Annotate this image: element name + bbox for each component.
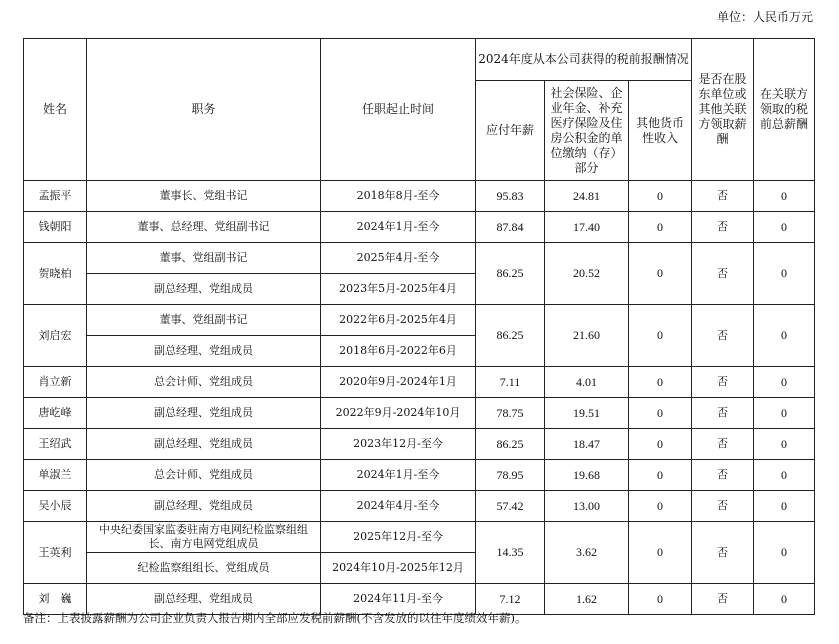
social-cell: 19.68 (545, 460, 629, 491)
salary-cell: 7.11 (476, 367, 545, 398)
compensation-table (23, 38, 815, 615)
term-cell: 2024年10月-2025年12月 (321, 553, 476, 584)
related-total-cell: 0 (754, 398, 815, 429)
other-cell: 0 (629, 491, 692, 522)
unit-label: 单位：人民币万元 (716, 10, 813, 24)
related-total-cell: 0 (754, 522, 815, 584)
name-cell: 刘启宏 (24, 305, 87, 367)
name-cell: 贺晓柏 (24, 243, 87, 305)
term-cell: 2024年1月-至今 (321, 212, 476, 243)
name-cell: 王绍武 (24, 429, 87, 460)
related-total-cell: 0 (754, 367, 815, 398)
position-cell: 副总经理、党组成员 (87, 274, 321, 305)
related-cell: 否 (692, 398, 754, 429)
term-cell: 2022年6月-2025年4月 (321, 305, 476, 336)
position-cell: 总会计师、党组成员 (87, 367, 321, 398)
other-cell: 0 (629, 584, 692, 615)
related-total-cell: 0 (754, 181, 815, 212)
other-cell: 0 (629, 522, 692, 584)
related-total-cell: 0 (754, 460, 815, 491)
position-cell: 纪检监察组组长、党组成员 (87, 553, 321, 584)
term-cell: 2022年9月-2024年10月 (321, 398, 476, 429)
other-cell: 0 (629, 460, 692, 491)
position-cell: 副总经理、党组成员 (87, 336, 321, 367)
header-related-total: 在关联方领取的税前总薪酬 (754, 39, 815, 181)
position-cell: 董事长、党组书记 (87, 181, 321, 212)
header-compensation-group: 2024年度从本公司获得的税前报酬情况 (476, 39, 692, 81)
related-cell: 否 (692, 305, 754, 367)
table-row (24, 429, 815, 460)
other-cell: 0 (629, 243, 692, 305)
related-total-cell: 0 (754, 584, 815, 615)
social-cell: 3.62 (545, 522, 629, 584)
header-term: 任职起止时间 (321, 39, 476, 181)
social-cell: 18.47 (545, 429, 629, 460)
salary-cell: 86.25 (476, 305, 545, 367)
salary-cell: 87.84 (476, 212, 545, 243)
salary-cell: 14.35 (476, 522, 545, 584)
other-cell: 0 (629, 181, 692, 212)
term-cell: 2018年6月-2022年6月 (321, 336, 476, 367)
social-cell: 1.62 (545, 584, 629, 615)
position-cell: 副总经理、党组成员 (87, 429, 321, 460)
related-total-cell: 0 (754, 212, 815, 243)
related-cell: 否 (692, 584, 754, 615)
related-cell: 否 (692, 522, 754, 584)
other-cell: 0 (629, 429, 692, 460)
position-cell: 中央纪委国家监委驻南方电网纪检监察组组长、南方电网党组成员 (87, 522, 321, 553)
position-cell: 董事、党组副书记 (87, 305, 321, 336)
name-cell: 刘 巍 (24, 584, 87, 615)
header-related-party: 是否在股东单位或其他关联方领取薪酬 (692, 39, 754, 181)
footnote: 备注：上表披露薪酬为公司企业负责人报告期内全部应发税前薪酬(不含发放的以往年度绩效年薪)。 (23, 611, 527, 625)
salary-cell: 95.83 (476, 181, 545, 212)
related-cell: 否 (692, 181, 754, 212)
social-cell: 20.52 (545, 243, 629, 305)
other-cell: 0 (629, 398, 692, 429)
related-cell: 否 (692, 212, 754, 243)
table-row (24, 181, 815, 212)
term-cell: 2024年1月-至今 (321, 460, 476, 491)
name-cell: 孟振平 (24, 181, 87, 212)
term-cell: 2020年9月-2024年1月 (321, 367, 476, 398)
table-row (24, 491, 815, 522)
related-total-cell: 0 (754, 429, 815, 460)
salary-cell: 7.12 (476, 584, 545, 615)
name-cell: 钱朝阳 (24, 212, 87, 243)
table-row (24, 460, 815, 491)
social-cell: 4.01 (545, 367, 629, 398)
header-position: 职务 (87, 39, 321, 181)
term-cell: 2024年11月-至今 (321, 584, 476, 615)
table-row (24, 367, 815, 398)
term-cell: 2025年12月-至今 (321, 522, 476, 553)
position-cell: 副总经理、党组成员 (87, 398, 321, 429)
table-row (24, 243, 815, 274)
salary-cell: 78.95 (476, 460, 545, 491)
name-cell: 唐屹峰 (24, 398, 87, 429)
related-total-cell: 0 (754, 305, 815, 367)
salary-cell: 57.42 (476, 491, 545, 522)
other-cell: 0 (629, 305, 692, 367)
name-cell: 吴小辰 (24, 491, 87, 522)
related-total-cell: 0 (754, 491, 815, 522)
related-total-cell: 0 (754, 243, 815, 305)
social-cell: 13.00 (545, 491, 629, 522)
related-cell: 否 (692, 243, 754, 305)
social-cell: 21.60 (545, 305, 629, 367)
header-social-insurance: 社会保险、企业年金、补充医疗保险及住房公积金的单位缴纳（存）部分 (545, 81, 629, 181)
salary-cell: 78.75 (476, 398, 545, 429)
position-cell: 董事、总经理、党组副书记 (87, 212, 321, 243)
table-row (24, 212, 815, 243)
name-cell: 单淑兰 (24, 460, 87, 491)
table-row (24, 398, 815, 429)
header-annual-salary: 应付年薪 (476, 81, 545, 181)
name-cell: 肖立新 (24, 367, 87, 398)
header-other-income: 其他货币性收入 (629, 81, 692, 181)
related-cell: 否 (692, 367, 754, 398)
table-row (24, 305, 815, 336)
table-body (24, 181, 815, 615)
position-cell: 副总经理、党组成员 (87, 491, 321, 522)
term-cell: 2025年4月-至今 (321, 243, 476, 274)
header-name: 姓名 (24, 39, 87, 181)
related-cell: 否 (692, 460, 754, 491)
term-cell: 2018年8月-至今 (321, 181, 476, 212)
term-cell: 2023年5月-2025年4月 (321, 274, 476, 305)
salary-cell: 86.25 (476, 429, 545, 460)
social-cell: 19.51 (545, 398, 629, 429)
salary-cell: 86.25 (476, 243, 545, 305)
position-cell: 副总经理、党组成员 (87, 584, 321, 615)
name-cell: 王英利 (24, 522, 87, 584)
term-cell: 2024年4月-至今 (321, 491, 476, 522)
related-cell: 否 (692, 491, 754, 522)
other-cell: 0 (629, 367, 692, 398)
position-cell: 董事、党组副书记 (87, 243, 321, 274)
term-cell: 2023年12月-至今 (321, 429, 476, 460)
position-cell: 总会计师、党组成员 (87, 460, 321, 491)
table-row (24, 522, 815, 553)
other-cell: 0 (629, 212, 692, 243)
social-cell: 17.40 (545, 212, 629, 243)
social-cell: 24.81 (545, 181, 629, 212)
related-cell: 否 (692, 429, 754, 460)
